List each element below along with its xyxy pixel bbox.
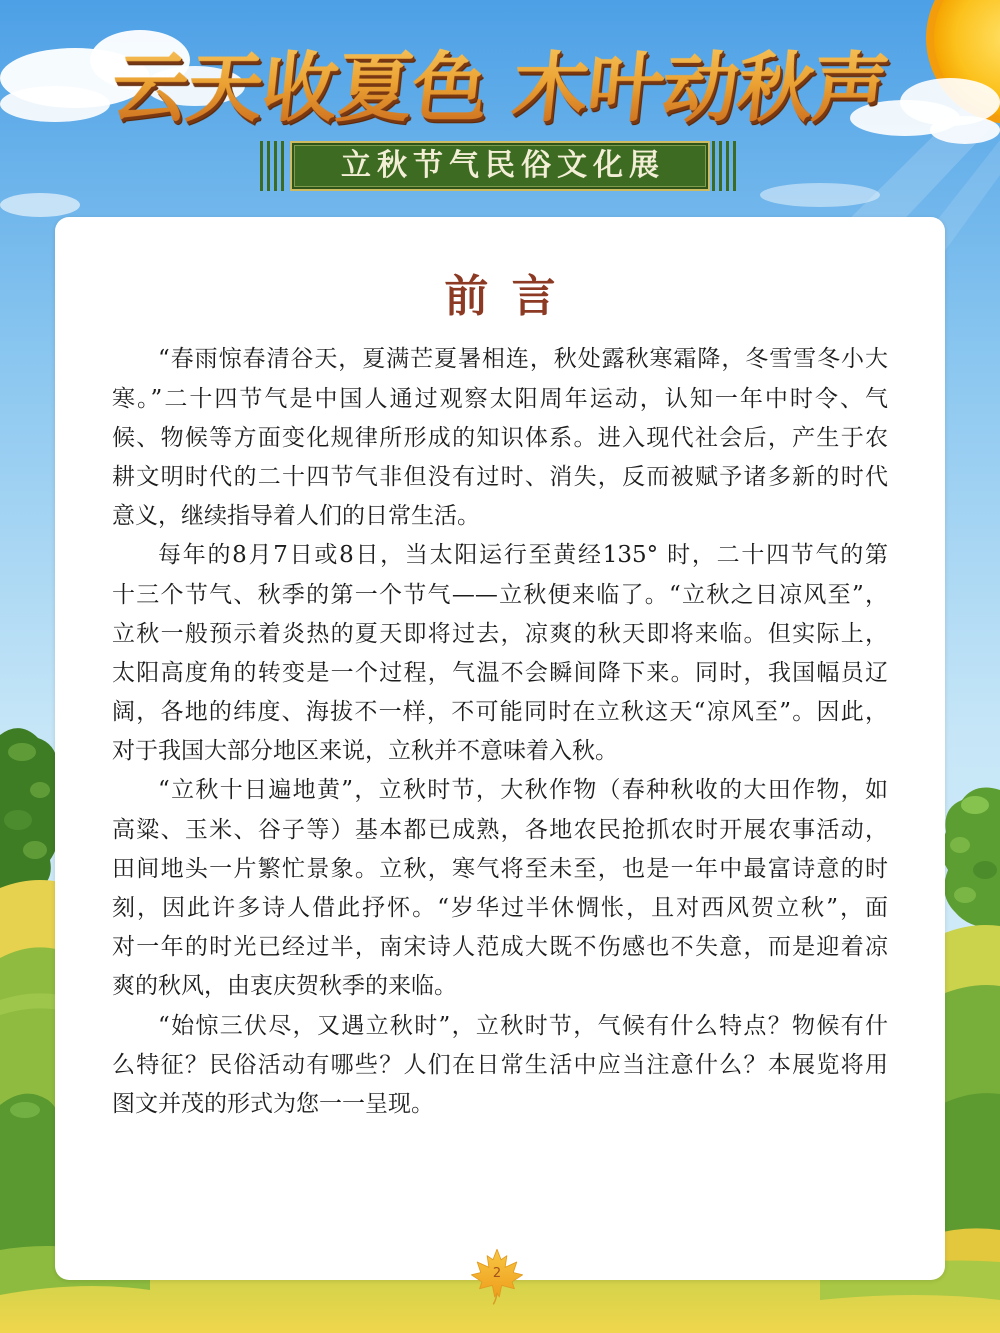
text-line: 候、物候等方面变化规律所形成的知识体系。进入现代社会后，产生于农 — [112, 424, 888, 451]
subtitle-banner-area — [260, 141, 740, 191]
subtitle-banner: 立秋节气民俗文化展 — [290, 141, 710, 191]
foreword-heading: 前 言 — [444, 271, 556, 322]
page-marker — [468, 1247, 526, 1305]
text-line: “始惊三伏尽，又遇立秋时”，立秋时节，气候有什么特点？物候有什 — [158, 1012, 888, 1039]
text-line: 对一年的时光已经过半，南宋诗人范成大既不伤感也不失意，而是迎着凉 — [112, 934, 888, 961]
text-line: 高粱、玉米、谷子等）基本都已成熟，各地农民抢抓农时开展农事活动， — [112, 816, 888, 843]
text-line: 爽的秋风，由衷庆贺秋季的来临。 — [112, 973, 457, 1000]
hill-left — [0, 947, 61, 1262]
text-line: “春雨惊春清谷天，夏满芒夏暑相连，秋处露秋寒霜降，冬雪雪冬小大 — [158, 346, 888, 373]
content-card — [55, 217, 945, 1280]
paragraph — [112, 340, 888, 536]
paragraph — [112, 536, 888, 771]
paragraph — [112, 771, 888, 1006]
text-line: “立秋十日遍地黄”，立秋时节，大秋作物（春种秋收的大田作物，如 — [158, 777, 888, 804]
foreword-body — [112, 340, 888, 1124]
text-line: 寒。”二十四节气是中国人通过观察太阳周年运动，认知一年中时令、气 — [112, 385, 888, 412]
title-area — [0, 38, 1000, 138]
text-line: 耕文明时代的二十四节气非但没有过时、消失，反而被赋予诸多新的时代 — [112, 463, 888, 490]
text-line: 田间地头一片繁忙景象。立秋，寒气将至未至，也是一年中最富诗意的时 — [112, 855, 888, 882]
text-line: 对于我国大部分地区来说，立秋并不意味着入秋。 — [112, 738, 618, 765]
page-number: 2 — [492, 1266, 502, 1281]
text-line: 图文并茂的形式为您一一呈现。 — [112, 1090, 434, 1117]
banner-stripes-left — [260, 141, 288, 191]
poster-title: 云天收夏色 木叶动秋声 — [103, 38, 897, 138]
text-line: 阔，各地的纬度、海拔不一样，不可能同时在立秋这天“凉风至”。因此， — [112, 699, 888, 726]
paragraph — [112, 1007, 888, 1125]
text-line: 每年的8月7日或8日，当太阳运行至黄经135° 时，二十四节气的第 — [158, 542, 888, 569]
text-line: 太阳高度角的转变是一个过程，气温不会瞬间降下来。同时，我国幅员辽 — [112, 659, 888, 686]
text-line: 十三个节气、秋季的第一个节气——立秋便来临了。“立秋之日凉风至”， — [112, 581, 888, 608]
text-line: 刻，因此许多诗人借此抒怀。“岁华过半休惆怅，且对西风贺立秋”，面 — [112, 895, 888, 922]
text-line: 么特征？民俗活动有哪些？人们在日常生活中应当注意什么？本展览将用 — [112, 1051, 888, 1078]
text-line: 立秋一般预示着炎热的夏天即将过去，凉爽的秋天即将来临。但实际上， — [112, 620, 888, 647]
banner-stripes-right — [712, 141, 740, 191]
text-line: 意义，继续指导着人们的日常生活。 — [112, 503, 480, 530]
